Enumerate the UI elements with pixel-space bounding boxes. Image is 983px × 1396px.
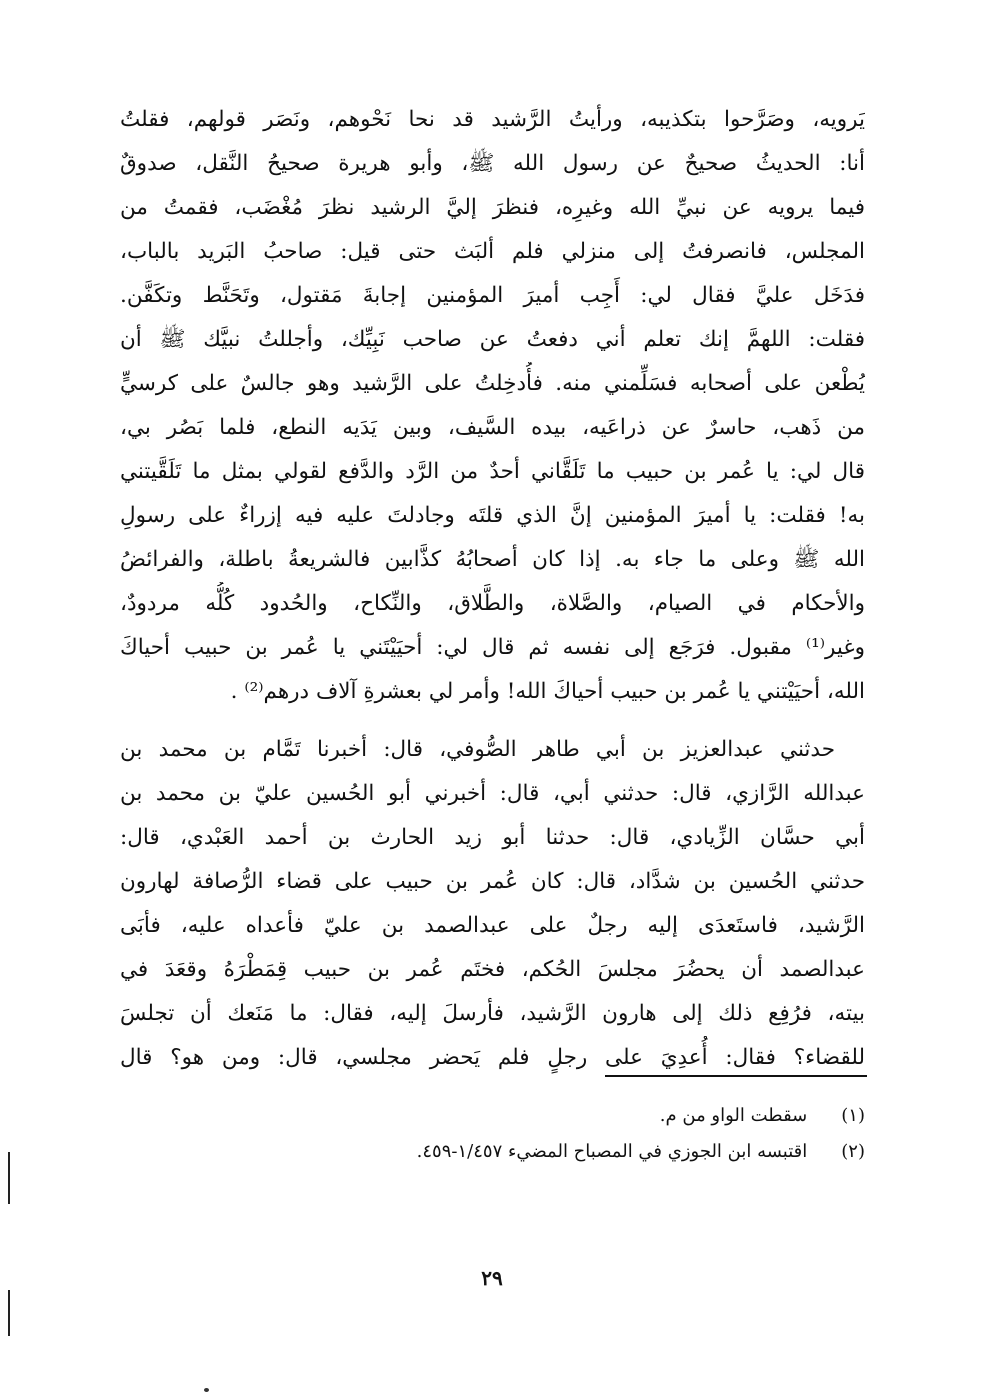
text-line: للقضاء؟ فقال: أُعدِيَ على رجلٍ فلم يَحضر مجلسي، قال: ومن هو؟ قال [120, 1045, 865, 1070]
text-line: يَرويه، وصَرَّحوا بتكذيبه، ورأيتُ الرَّشيد قد نحا نَحْوهم، ونَصَر قولهم، فقلتُ [120, 107, 865, 132]
text-line: فقلت: اللهمَّ إنك تعلم أني دفعتُ عن صاحب نَبِيِّك، وأجللتُ نبيَّك ﷺ أن [120, 327, 865, 352]
text-line: فيما يرويه عن نبيِّ الله وغيرِه، فنظرَ إليَّ الرشيد نظرَ مُغْضَب، فقمتُ من [120, 195, 865, 220]
scan-dot-mark [204, 1388, 209, 1392]
text-line: الرَّشيد، فاستَعدَى إليه رجلٌ على عبدالصمد بن عليّ فأعداه عليه، فأبَى [120, 913, 865, 938]
text-line: عبدالله الرَّازي، قال: حدثني أبي، قال: أخبرني أبو الحُسين عليّ بن محمد بن [120, 781, 865, 806]
paragraph-2 [120, 728, 865, 1080]
text-line: وغير⁽¹⁾ مقبول. فرَجَع إلى نفسه ثم قال لي: أحيَيْتَني يا عُمر بن حبيب أحياكَ [120, 635, 865, 660]
text-line: به! فقلت: يا أميرَ المؤمنين إنَّ الذي قلتَه وجادلتَ عليه فيه إزراءٌ على رسولِ [120, 503, 865, 528]
scan-edge-mark [8, 1152, 10, 1204]
footnote-item [300, 1134, 865, 1170]
footnote-item [300, 1098, 865, 1134]
text-line: الله، أحيَيْتني يا عُمر بن حبيب أحياكَ الله! وأمر لي بعشرةِ آلاف درهم⁽²⁾ . [230, 679, 865, 704]
text-line: حدثني الحُسين بن شدَّاد، قال: كان عُمر بن حبيب على قضاء الرُّصافة لهارون [120, 869, 865, 894]
page-number: ٢٩ [481, 1266, 503, 1290]
footnote-number: (١) [841, 1105, 865, 1126]
text-line: المجلس، فانصرفتُ إلى منزلي فلم ألبَث حتى قيل: صاحبُ البَريد بالباب، [120, 239, 865, 264]
text-line: حدثني عبدالعزيز بن أبي طاهر الصُّوفي، قال: أخبرنا تَمَّام بن محمد بن [120, 737, 835, 762]
text-line: يُطْعن على أصحابه فسَلِّمني منه. فأُدخِلتُ على الرَّشيد وهو جالسٌ على كرسيٍّ [120, 371, 865, 396]
text-line: أنا: الحديثُ صحيحٌ عن رسول الله ﷺ، وأبو هريرة صحيحُ النَّقل، صدوقٌ [120, 151, 865, 176]
text-line: والأحكام في الصيام، والصَّلاة، والطَّلاق، والنِّكاح، والحُدود كُلُّه مردودٌ، [120, 591, 865, 616]
footnote-text: اقتبسه ابن الجوزي في المصباح المضيء ١/٤٥٧-٤٥٩. [416, 1141, 808, 1162]
text-line: فدَخَل عليَّ فقال لي: أَجِب أميرَ المؤمنين إجابةَ مَقتول، وتَحَنَّط وتكَفَّن. [120, 283, 865, 308]
footnote-number: (٢) [841, 1141, 865, 1162]
text-line: عبدالصمد أن يحضُرَ مجلسَ الحُكم، فختَم عُمر بن حبيب قِمَطْرَهُ وقعَدَ في [120, 957, 865, 982]
scan-edge-mark [8, 1290, 10, 1336]
footnote-text: سقطت الواو من م. [659, 1105, 808, 1126]
footnotes [300, 1098, 865, 1170]
paragraph-1 [120, 98, 865, 714]
footnote-separator [605, 1075, 867, 1077]
text-line: أبي حسَّان الزِّيادي، قال: حدثنا أبو زيد الحارث بن أحمد العَبْدي، قال: [120, 825, 865, 850]
text-line: بيته، فرُفِع ذلك إلى هارون الرَّشيد، فأرسلَ إليه، فقال: ما مَنَعك أن تجلسَ [120, 1001, 865, 1026]
text-line: من ذَهب، حاسرٌ عن ذراعَيه، بيده السَّيف، وبين يَدَيه النطع، فلما بَصُر بي، [120, 415, 865, 440]
text-line: قال لي: يا عُمر بن حبيب ما تَلَقَّاني أحدٌ من الرَّد والدَّفع لقولي بمثل ما تَلَقَّيتني [120, 459, 865, 484]
text-line: الله ﷺ وعلى ما جاء به. إذا كان أصحابُهُ كذَّابين فالشريعةُ باطلة، والفرائضُ [120, 547, 865, 572]
